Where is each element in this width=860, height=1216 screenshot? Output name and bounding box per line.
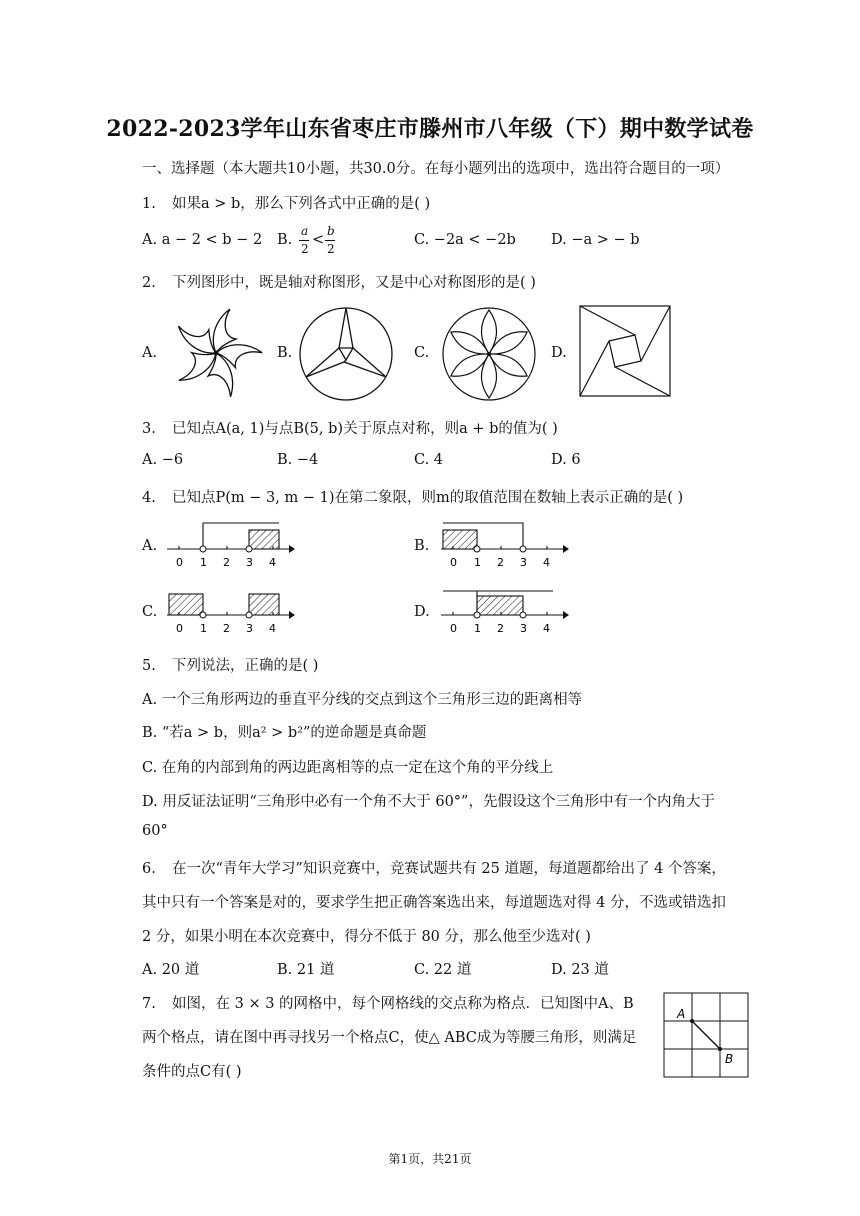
question-text: 如果a > b，那么下列各式中正确的是( ) bbox=[172, 196, 431, 212]
q7-grid-figure bbox=[663, 992, 751, 1080]
q5-option-d-cont: 60° bbox=[142, 823, 168, 839]
q6-option-c: C. 22 道 bbox=[414, 962, 472, 978]
q6-option-a: A. 20 道 bbox=[142, 962, 200, 978]
tick-label: 3 bbox=[520, 556, 527, 569]
question-number: 5. bbox=[142, 658, 156, 674]
tick-label: 4 bbox=[543, 622, 550, 635]
tick-label: 1 bbox=[200, 556, 207, 569]
fraction-numerator: a bbox=[301, 224, 309, 238]
q5-option-a: A. 一个三角形两边的垂直平分线的交点到这个三角形三边的距离相等 bbox=[142, 692, 583, 708]
q6-option-d: D. 23 道 bbox=[551, 962, 609, 978]
page-footer: 第1页，共21页 bbox=[388, 1152, 472, 1166]
tick-label: 2 bbox=[223, 556, 230, 569]
question-number: 7. bbox=[142, 996, 156, 1012]
question-number: 3. bbox=[142, 421, 156, 437]
question-6-line-3: 2 分，如果小明在本次竞赛中，得分不低于 80 分，那么他至少选对( ) bbox=[142, 929, 591, 945]
tick-label: 2 bbox=[497, 622, 504, 635]
q4-label-a: A. bbox=[142, 538, 158, 554]
tick-label: 1 bbox=[474, 556, 481, 569]
point-b-label: B bbox=[725, 1052, 734, 1066]
tick-label: 0 bbox=[450, 556, 457, 569]
figure-d-square-pinwheel-icon bbox=[579, 305, 671, 397]
tick-label: 0 bbox=[176, 622, 183, 635]
number-line-d bbox=[439, 584, 569, 636]
tick-label: 2 bbox=[223, 622, 230, 635]
tick-label: 4 bbox=[543, 556, 550, 569]
q2-label-b: B. bbox=[277, 345, 293, 361]
tick-label: 4 bbox=[269, 622, 276, 635]
q2-label-d: D. bbox=[551, 345, 567, 361]
figure-a-pinwheel-icon bbox=[165, 302, 267, 404]
section-heading: 一、选择题（本大题共10小题，共30.0分。在每小题列出的选项中，选出符合题目的一项） bbox=[142, 161, 730, 177]
fraction-bar bbox=[325, 240, 335, 241]
question-number: 6. bbox=[142, 861, 156, 877]
q4-label-d: D. bbox=[414, 604, 430, 620]
option-label: B. bbox=[277, 232, 293, 248]
question-text: 已知点A(a, 1)与点B(5, b)关于原点对称，则a + b的值为( ) bbox=[172, 421, 558, 437]
q1-option-d: D. −a > − b bbox=[551, 232, 640, 248]
question-text: 已知点P(m − 3, m − 1)在第二象限，则m的取值范围在数轴上表示正确的是( ) bbox=[172, 490, 684, 506]
question-6 bbox=[142, 857, 726, 878]
question-text: 下列图形中，既是轴对称图形，又是中心对称图形的是( ) bbox=[172, 275, 536, 291]
question-1 bbox=[142, 192, 430, 213]
tick-label: 1 bbox=[200, 622, 207, 635]
less-than-sign: < bbox=[312, 232, 325, 248]
tick-label: 0 bbox=[176, 556, 183, 569]
tick-label: 0 bbox=[450, 622, 457, 635]
tick-label: 3 bbox=[520, 622, 527, 635]
figure-b-circle-star-icon bbox=[296, 304, 396, 404]
question-7 bbox=[142, 992, 634, 1013]
question-number: 4. bbox=[142, 490, 156, 506]
page-title: 2022-2023学年山东省枣庄市滕州市八年级（下）期中数学试卷 bbox=[106, 116, 754, 142]
question-7-line-2: 两个格点，请在图中再寻找另一个格点C，使△ ABC成为等腰三角形，则满足 bbox=[142, 1030, 637, 1046]
q4-label-c: C. bbox=[142, 604, 158, 620]
q6-option-b: B. 21 道 bbox=[277, 962, 335, 978]
q3-option-b: B. −4 bbox=[277, 452, 319, 468]
fraction-bar bbox=[299, 240, 309, 241]
fraction-denominator: 2 bbox=[327, 242, 335, 256]
number-line-b bbox=[439, 518, 569, 570]
q3-option-d: D. 6 bbox=[551, 452, 581, 468]
tick-label: 3 bbox=[246, 622, 253, 635]
tick-label: 3 bbox=[246, 556, 253, 569]
number-line-a bbox=[165, 518, 295, 570]
question-2 bbox=[142, 271, 536, 292]
tick-label: 2 bbox=[497, 556, 504, 569]
q3-option-c: C. 4 bbox=[414, 452, 444, 468]
q3-option-a: A. −6 bbox=[142, 452, 184, 468]
q2-label-a: A. bbox=[142, 345, 158, 361]
q5-option-c: C. 在角的内部到角的两边距离相等的点一定在这个角的平分线上 bbox=[142, 760, 554, 776]
question-5 bbox=[142, 654, 318, 675]
question-6-line-2: 其中只有一个答案是对的，要求学生把正确答案选出来，每道题选对得 4 分，不选或错选扣 bbox=[142, 895, 726, 911]
fraction-denominator: 2 bbox=[301, 242, 309, 256]
figure-c-flower-icon bbox=[439, 304, 539, 404]
question-text: 如图，在 3 × 3 的网格中，每个网格线的交点称为格点．已知图中A、B bbox=[172, 996, 634, 1012]
question-3 bbox=[142, 417, 558, 438]
q1-option-b bbox=[277, 224, 357, 258]
q5-option-d: D. 用反证法证明“三角形中必有一个角不大于 60°”，先假设这个三角形中有一个内角大于 bbox=[142, 794, 715, 810]
tick-label: 1 bbox=[474, 622, 481, 635]
question-number: 1. bbox=[142, 196, 156, 212]
q1-option-a: A. a − 2 < b − 2 bbox=[142, 232, 263, 248]
question-7-line-3: 条件的点C有( ) bbox=[142, 1064, 242, 1080]
q1-option-c: C. −2a < −2b bbox=[414, 232, 516, 248]
q5-option-b: B. “若a > b，则a² > b²”的逆命题是真命题 bbox=[142, 725, 427, 741]
question-text: 下列说法，正确的是( ) bbox=[172, 658, 319, 674]
number-line-c bbox=[165, 584, 295, 636]
q2-label-c: C. bbox=[414, 345, 430, 361]
fraction-numerator: b bbox=[327, 224, 335, 238]
point-a-label: A bbox=[677, 1007, 686, 1021]
question-number: 2. bbox=[142, 275, 156, 291]
question-text: 在一次“青年大学习”知识竞赛中，竞赛试题共有 25 道题，每道题都给出了 4 个答案， bbox=[172, 861, 726, 877]
q4-label-b: B. bbox=[414, 538, 430, 554]
tick-label: 4 bbox=[269, 556, 276, 569]
question-4 bbox=[142, 486, 683, 507]
